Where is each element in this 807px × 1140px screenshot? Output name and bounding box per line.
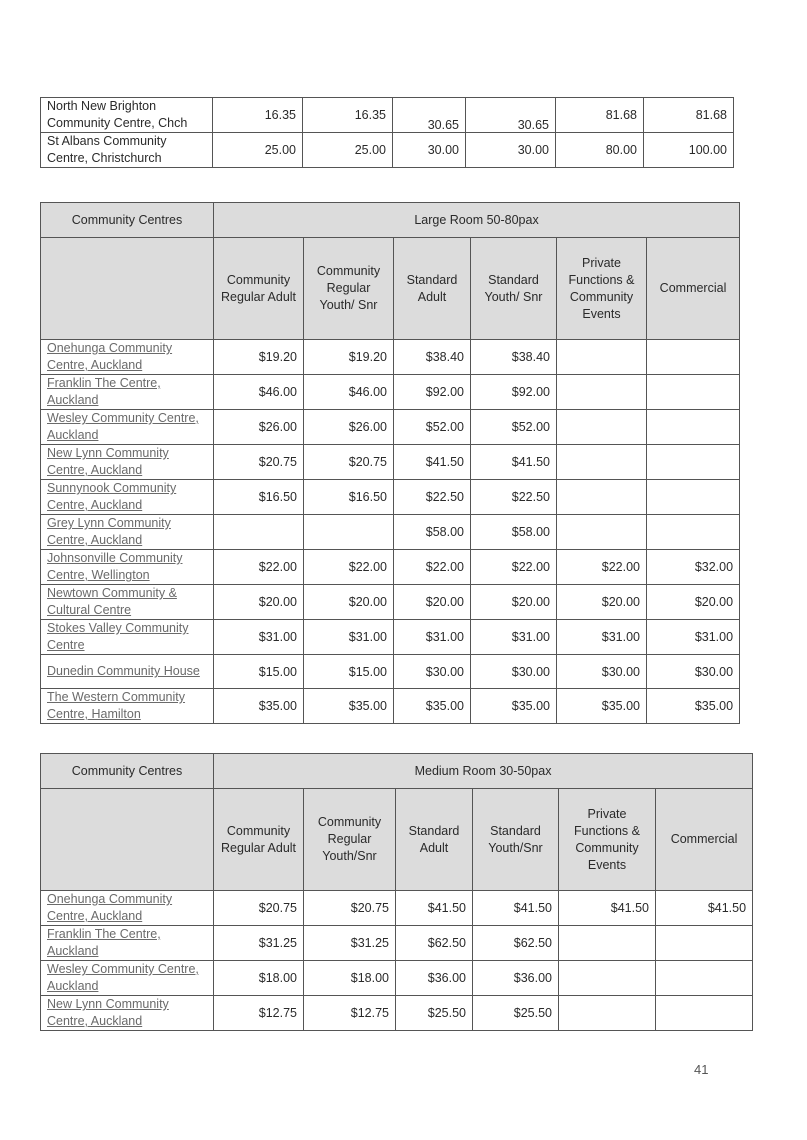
rate-cell: $22.00 [471,550,557,585]
table-row [41,375,740,410]
rate-cell: $31.00 [557,620,647,655]
centre-name-link[interactable]: Onehunga Community Centre, Auckland [41,340,214,375]
rate-cell: $58.00 [394,515,471,550]
rate-cell: 100.00 [644,133,734,168]
rate-cell [647,480,740,515]
rate-cell: $46.00 [214,375,304,410]
rate-cell [557,480,647,515]
rate-cell: $31.25 [214,926,304,961]
rate-cell [647,375,740,410]
rate-cell: $26.00 [214,410,304,445]
rate-cell: $41.50 [471,445,557,480]
column-header: Commercial [647,238,740,340]
page-number: 41 [694,1062,709,1077]
rate-cell: $58.00 [471,515,557,550]
table-row [41,620,740,655]
table-row [41,689,740,724]
column-header: Private Functions & Community Events [559,789,656,891]
rate-cell: $20.75 [214,445,304,480]
centre-name: St Albans Community Centre, Christchurch [41,133,213,168]
rate-cell: $35.00 [471,689,557,724]
rate-cell: 81.68 [556,98,644,133]
empty-header-cell [41,238,214,340]
rate-cell: $62.50 [396,926,473,961]
rate-cell: $22.00 [394,550,471,585]
rate-cell [557,410,647,445]
table-corner-header: Community Centres [41,754,214,789]
rate-cell: $35.00 [394,689,471,724]
rate-cell: $30.00 [471,655,557,689]
rate-cell: $52.00 [471,410,557,445]
rate-cell: $30.00 [394,655,471,689]
rate-cell: $25.50 [473,996,559,1031]
rate-cell: $16.50 [214,480,304,515]
rate-cell: $35.00 [304,689,394,724]
rate-cell [656,926,753,961]
rate-cell: $52.00 [394,410,471,445]
rate-cell: $16.50 [304,480,394,515]
rate-cell: $20.00 [471,585,557,620]
rate-cell [647,445,740,480]
rate-cell [559,961,656,996]
column-header: Standard Adult [396,789,473,891]
rate-cell: $18.00 [214,961,304,996]
rate-cell: $38.40 [471,340,557,375]
rate-cell: $15.00 [304,655,394,689]
rate-cell [557,340,647,375]
table-row [41,410,740,445]
medium-room-rates-table [40,753,753,1031]
rate-cell: 30.65 [466,98,556,133]
rate-cell: $22.50 [471,480,557,515]
rate-cell: $22.00 [304,550,394,585]
centre-name-link[interactable]: Johnsonville Community Centre, Wellington [41,550,214,585]
rate-cell: $20.00 [557,585,647,620]
rate-cell [214,515,304,550]
rate-cell [557,445,647,480]
rate-cell: $46.00 [304,375,394,410]
large-room-rates-table [40,202,740,724]
rate-cell: $18.00 [304,961,396,996]
table-row [41,98,734,133]
empty-header-cell [41,789,214,891]
rate-cell [557,515,647,550]
christchurch-rates-table [40,97,734,168]
rate-cell: $31.00 [214,620,304,655]
rate-cell: $35.00 [647,689,740,724]
rate-cell: $22.00 [557,550,647,585]
column-header: Standard Adult [394,238,471,340]
rate-cell [656,961,753,996]
rate-cell [647,340,740,375]
column-header: Private Functions & Community Events [557,238,647,340]
column-header: Standard Youth/Snr [473,789,559,891]
column-header: Community Regular Adult [214,238,304,340]
column-header: Community Regular Youth/Snr [304,789,396,891]
table-row [41,480,740,515]
rate-cell: $20.75 [304,891,396,926]
rate-cell: $92.00 [471,375,557,410]
centre-name-link[interactable]: Dunedin Community House [41,655,214,689]
table-row [41,655,740,689]
rate-cell: $20.00 [214,585,304,620]
table-row [41,340,740,375]
rate-cell: 30.00 [466,133,556,168]
rate-cell: $15.00 [214,655,304,689]
centre-name-link[interactable]: Stokes Valley Community Centre [41,620,214,655]
table-row [41,891,753,926]
rate-cell: $31.25 [304,926,396,961]
column-header: Community Regular Youth/ Snr [304,238,394,340]
column-header: Standard Youth/ Snr [471,238,557,340]
table-row [41,926,753,961]
rate-cell [557,375,647,410]
rate-cell: 16.35 [213,98,303,133]
rate-cell [559,996,656,1031]
rate-cell: $22.50 [394,480,471,515]
rate-cell: $30.00 [557,655,647,689]
rate-cell: $20.00 [647,585,740,620]
rate-cell: $41.50 [559,891,656,926]
rate-cell [647,410,740,445]
rate-cell: $30.00 [647,655,740,689]
rate-cell: $31.00 [471,620,557,655]
rate-cell: $31.00 [394,620,471,655]
rate-cell: $41.50 [473,891,559,926]
rate-cell: $12.75 [304,996,396,1031]
rate-cell [656,996,753,1031]
centre-name-link[interactable]: Newtown Community & Cultural Centre [41,585,214,620]
rate-cell: $12.75 [214,996,304,1031]
rate-cell: $25.50 [396,996,473,1031]
column-header: Commercial [656,789,753,891]
rate-cell: $41.50 [394,445,471,480]
rate-cell: $20.75 [214,891,304,926]
centre-name-link[interactable]: Franklin The Centre, Auckland [41,375,214,410]
table-row [41,133,734,168]
rate-cell: 80.00 [556,133,644,168]
rate-cell: $35.00 [214,689,304,724]
centre-name-link[interactable]: Onehunga Community Centre, Auckland [41,891,214,926]
rate-cell: $36.00 [473,961,559,996]
rate-cell: $32.00 [647,550,740,585]
rate-cell: $19.20 [214,340,304,375]
rate-cell: $31.00 [647,620,740,655]
rate-cell: $20.00 [394,585,471,620]
centre-name-link[interactable]: Franklin The Centre, Auckland [41,926,214,961]
rate-cell: $22.00 [214,550,304,585]
centre-name-link[interactable]: Grey Lynn Community Centre, Auckland [41,515,214,550]
rate-cell: $38.40 [394,340,471,375]
rate-cell: $19.20 [304,340,394,375]
table-row [41,996,753,1031]
rate-cell: $35.00 [557,689,647,724]
centre-name-link[interactable]: New Lynn Community Centre, Auckland [41,445,214,480]
table-row [41,515,740,550]
rate-cell: $41.50 [656,891,753,926]
rate-cell: $41.50 [396,891,473,926]
centre-name-link[interactable]: Wesley Community Centre, Auckland [41,410,214,445]
rate-cell: 25.00 [213,133,303,168]
rate-cell: 30.00 [393,133,466,168]
rate-cell: $92.00 [394,375,471,410]
rate-cell: 16.35 [303,98,393,133]
centre-name-link[interactable]: Wesley Community Centre, Auckland [41,961,214,996]
rate-cell: 25.00 [303,133,393,168]
table-row [41,585,740,620]
centre-name-link[interactable]: Sunnynook Community Centre, Auckland [41,480,214,515]
rate-cell: $20.75 [304,445,394,480]
table-row [41,445,740,480]
rate-cell: 81.68 [644,98,734,133]
rate-cell [559,926,656,961]
rate-cell: 30.65 [393,98,466,133]
rate-cell: $31.00 [304,620,394,655]
table-title: Medium Room 30-50pax [214,754,753,789]
centre-name-link[interactable]: New Lynn Community Centre, Auckland [41,996,214,1031]
centre-name: North New Brighton Community Centre, Chch [41,98,213,133]
table-row [41,961,753,996]
rate-cell: $36.00 [396,961,473,996]
table-row [41,550,740,585]
table-corner-header: Community Centres [41,203,214,238]
rate-cell: $26.00 [304,410,394,445]
table-title: Large Room 50-80pax [214,203,740,238]
rate-cell [647,515,740,550]
rate-cell [304,515,394,550]
column-header: Community Regular Adult [214,789,304,891]
rate-cell: $62.50 [473,926,559,961]
centre-name-link[interactable]: The Western Community Centre, Hamilton [41,689,214,724]
rate-cell: $20.00 [304,585,394,620]
